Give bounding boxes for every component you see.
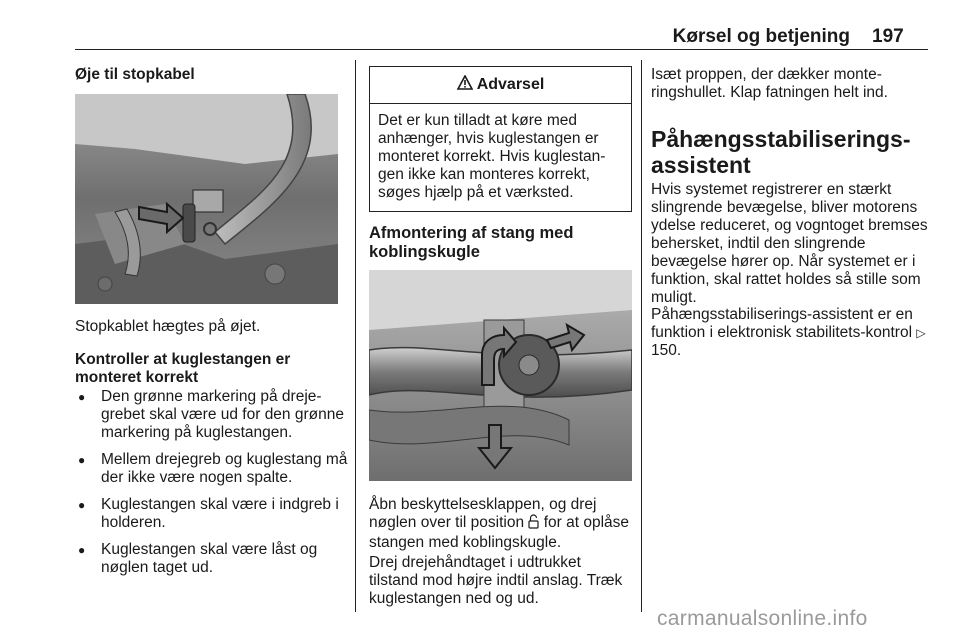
- list-item: ● Kuglestangen skal være i indgreb i holderen.: [75, 496, 355, 532]
- warning-box: [369, 66, 632, 212]
- body-paragraph: [651, 306, 933, 360]
- page-reference-link[interactable]: 150.: [651, 342, 682, 359]
- sub-heading: Kontroller at kuglestangen er monteret korrekt: [75, 351, 291, 386]
- instruction-paragraph: [369, 496, 634, 552]
- section-title: Påhængsstabiliseringsassistent: [651, 126, 911, 178]
- figure-caption: Stopkablet hægtes på øjet.: [75, 318, 261, 335]
- page-number: 197: [872, 26, 904, 47]
- warning-header: [370, 67, 631, 104]
- column-divider: [355, 60, 356, 612]
- instruction-text: Åbn beskyttelsesklappen, og drej nøglen over til position: [369, 496, 597, 531]
- instruction-paragraph: Drej drejehåndtaget i udtrukket tilstand mod højre indtil anslag. Træk kuglestangen ned og ud.: [369, 554, 623, 607]
- instruction-text: for at oplåse stangen med koblingskugle.: [369, 514, 630, 551]
- column-divider: [641, 60, 642, 612]
- warning-title: Advarsel: [476, 76, 545, 93]
- watermark: carmanualsonline.info: [657, 607, 868, 630]
- body-paragraph: Hvis systemet registrerer en stærkt slingrende bevægelse, bliver motorens ydelse reduceret, og vogntoget bremses behersket, indtil den slingrende bevægelse hører op. Når systemet er i funktion, skal rattet holdes så stille som muligt.: [651, 181, 928, 306]
- warning-text: Det er kun tilladt at køre med anhænger, hvis kuglestangen er monteret korrekt. Hvis kuglestangen ikke kan monteres korrekt, søges hjælp på et værksted.: [378, 112, 606, 201]
- towing-eye-photo: [75, 94, 338, 304]
- intro-paragraph: Isæt proppen, der dækker monteringshullet. Klap fatningen helt ind.: [651, 66, 888, 101]
- list-item: ● Kuglestangen skal være låst og nøglen taget ud.: [75, 541, 355, 577]
- list-item: ● Den grønne markering på drejegrebet skal være ud for den grønne markering på kuglestangen.: [75, 388, 355, 442]
- unlock-icon: [528, 514, 539, 534]
- warning-triangle-icon: [457, 75, 473, 95]
- header-rule: [75, 49, 928, 50]
- running-header-title: Kørsel og betjening: [672, 26, 850, 47]
- tow-bar-removal-illustration: [369, 270, 632, 481]
- section-heading: Afmontering af stang med koblingskugle: [369, 224, 574, 261]
- page-reference-icon: ▷: [916, 326, 926, 340]
- section-heading: Øje til stopkabel: [75, 66, 195, 83]
- checklist: [75, 388, 355, 586]
- body-text: Påhængsstabiliserings-assistent er en funktion i elektronisk stabilitets-kontrol: [651, 306, 913, 341]
- list-item: ● Mellem drejegreb og kuglestang må der ikke være nogen spalte.: [75, 451, 355, 487]
